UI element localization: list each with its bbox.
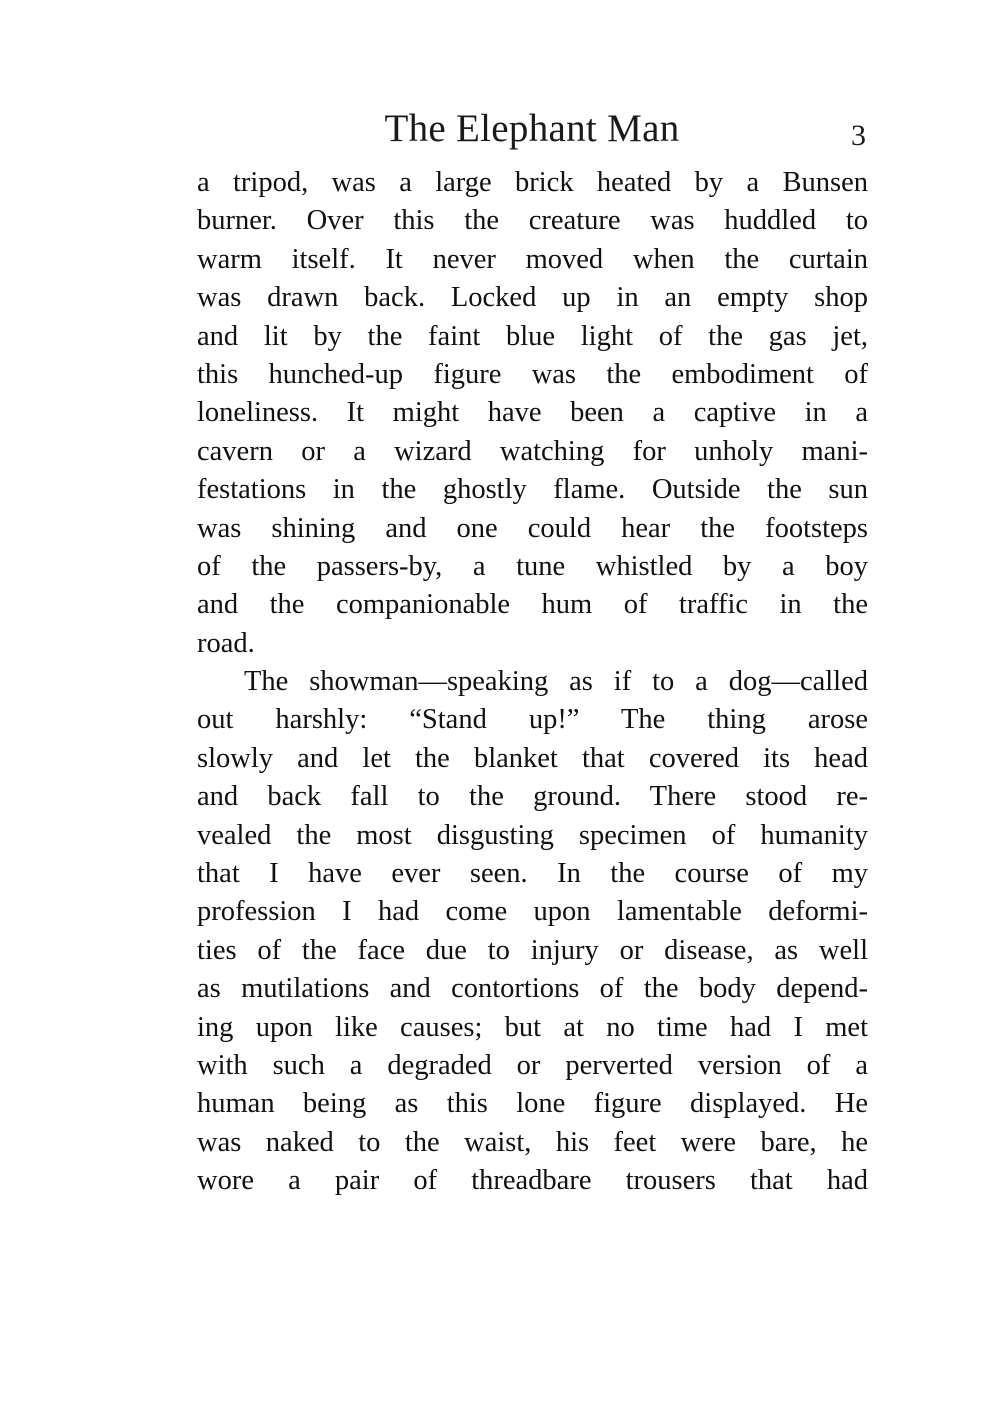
text-line: and the companionable hum of traffic in the <box>197 589 868 621</box>
text-line: this hunched-up figure was the embodiment of <box>197 358 868 390</box>
text-line: road. <box>197 627 255 659</box>
text-line: ing upon like causes; but at no time had I met <box>197 1011 868 1043</box>
text-line: as mutilations and contortions of the body depend- <box>197 973 868 1005</box>
paragraph-2 <box>197 663 868 1200</box>
text-line: with such a degraded or perverted version of a <box>197 1049 868 1081</box>
paragraph-1 <box>197 164 868 663</box>
text-line: and back fall to the ground. There stood re- <box>197 781 868 813</box>
text-line: and lit by the faint blue light of the gas jet, <box>197 320 868 352</box>
text-line: of the passers-by, a tune whistled by a boy <box>197 550 868 582</box>
body-text <box>197 164 868 1201</box>
text-line: was drawn back. Locked up in an empty shop <box>197 282 868 314</box>
text-line: profession I had come upon lamentable deformi- <box>197 896 868 928</box>
text-line: human being as this lone figure displayed. He <box>197 1088 868 1120</box>
running-head <box>196 104 868 154</box>
text-line: a tripod, was a large brick heated by a Bunsen <box>197 167 868 198</box>
running-title: The Elephant Man <box>384 107 680 150</box>
text-line: wore a pair of threadbare trousers that had <box>197 1165 868 1197</box>
text-line: that I have ever seen. In the course of my <box>197 858 868 890</box>
text-line: loneliness. It might have been a captive in a <box>197 397 868 429</box>
text-line: warm itself. It never moved when the curtain <box>197 243 868 275</box>
page-number: 3 <box>851 119 866 152</box>
text-line: ties of the face due to injury or disease, as well <box>197 934 868 966</box>
text-line: vealed the most disgusting specimen of humanity <box>197 819 868 851</box>
text-line: burner. Over this the creature was huddled to <box>197 205 868 237</box>
text-line: was shining and one could hear the footsteps <box>197 512 868 544</box>
text-line: festations in the ghostly flame. Outside the sun <box>197 474 868 506</box>
text-line: slowly and let the blanket that covered its head <box>197 742 868 774</box>
text-line: was naked to the waist, his feet were bare, he <box>197 1126 868 1158</box>
text-line: The showman—speaking as if to a dog—called <box>244 666 868 698</box>
text-line: cavern or a wizard watching for unholy mani- <box>197 435 868 467</box>
text-line: out harshly: “Stand up!” The thing arose <box>197 704 868 736</box>
